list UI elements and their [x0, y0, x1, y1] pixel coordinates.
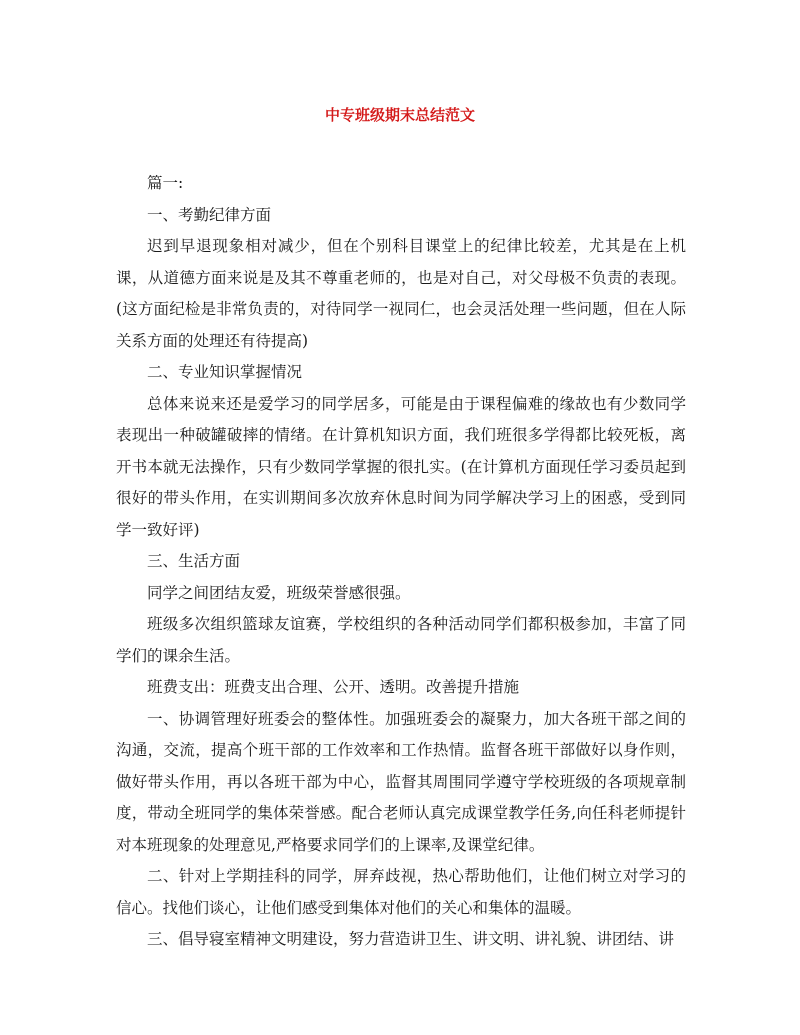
- paragraph-measure-3: 三、倡导寝室精神文明建设，努力营造讲卫生、讲文明、讲礼貌、讲团结、讲: [147, 930, 675, 948]
- document-body: [116, 168, 686, 956]
- paragraph-attendance: 迟到早退现象相对减少，但在个别科目课堂上的纪律比较差，尤其是在上机课，从道德方面来说是及其不尊重老师的，也是对自己，对父母极不负责的表现。(这方面纪检是非常负责的，对待同学一视同仁，也会灵活处理一些问题，但在人际关系方面的处理还有待提高): [116, 237, 686, 350]
- document-title: 中专班级期末总结范文: [324, 106, 475, 124]
- paragraph-heading-attendance: 一、考勤纪律方面: [147, 205, 272, 224]
- paragraph-heading-life: 三、生活方面: [147, 552, 241, 570]
- paragraph-life-activities: 班级多次组织篮球友谊赛，学校组织的各种活动同学们都积极参加，丰富了同学们的课余生活。: [116, 615, 686, 665]
- paragraph-measure-2: 二、针对上学期挂科的同学，屏弃歧视，热心帮助他们，让他们树立对学习的信心。找他们谈心，让他们感受到集体对他们的关心和集体的温暖。: [116, 867, 686, 917]
- paragraph-knowledge: 总体来说来还是爱学习的同学居多，可能是由于课程偏难的缘故也有少数同学表现出一种破罐破摔的情绪。在计算机知识方面，我们班很多学得都比较死板，离开书本就无法操作，只有少数同学掌握的很扎实。(在计算机方面现任学习委员起到很好的带头作用，在实训期间多次放弃休息时间为同学解决学习上的困惑，受到同学一致好评): [116, 394, 686, 539]
- paragraph-heading-knowledge: 二、专业知识掌握情况: [147, 363, 303, 381]
- paragraph-section-label: 篇一:: [147, 174, 184, 192]
- paragraph-class-fee: 班费支出：班费支出合理、公开、透明。改善提升措施: [147, 678, 520, 696]
- paragraph-life-unity: 同学之间团结友爱，班级荣誉感很强。: [147, 583, 411, 602]
- paragraph-measure-1: 一、协调管理好班委会的整体性。加强班委会的凝聚力，加大各班干部之间的沟通，交流，提高个班干部的工作效率和工作热情。监督各班干部做好以身作则，做好带头作用，再以各班干部为中心，监督其周围同学遵守学校班级的各项规章制度，带动全班同学的集体荣誉感。配合老师认真完成课堂教学任务,向任科老师提针对本班现象的处理意见,严格要求同学们的上课率,及课堂纪律。: [116, 709, 686, 854]
